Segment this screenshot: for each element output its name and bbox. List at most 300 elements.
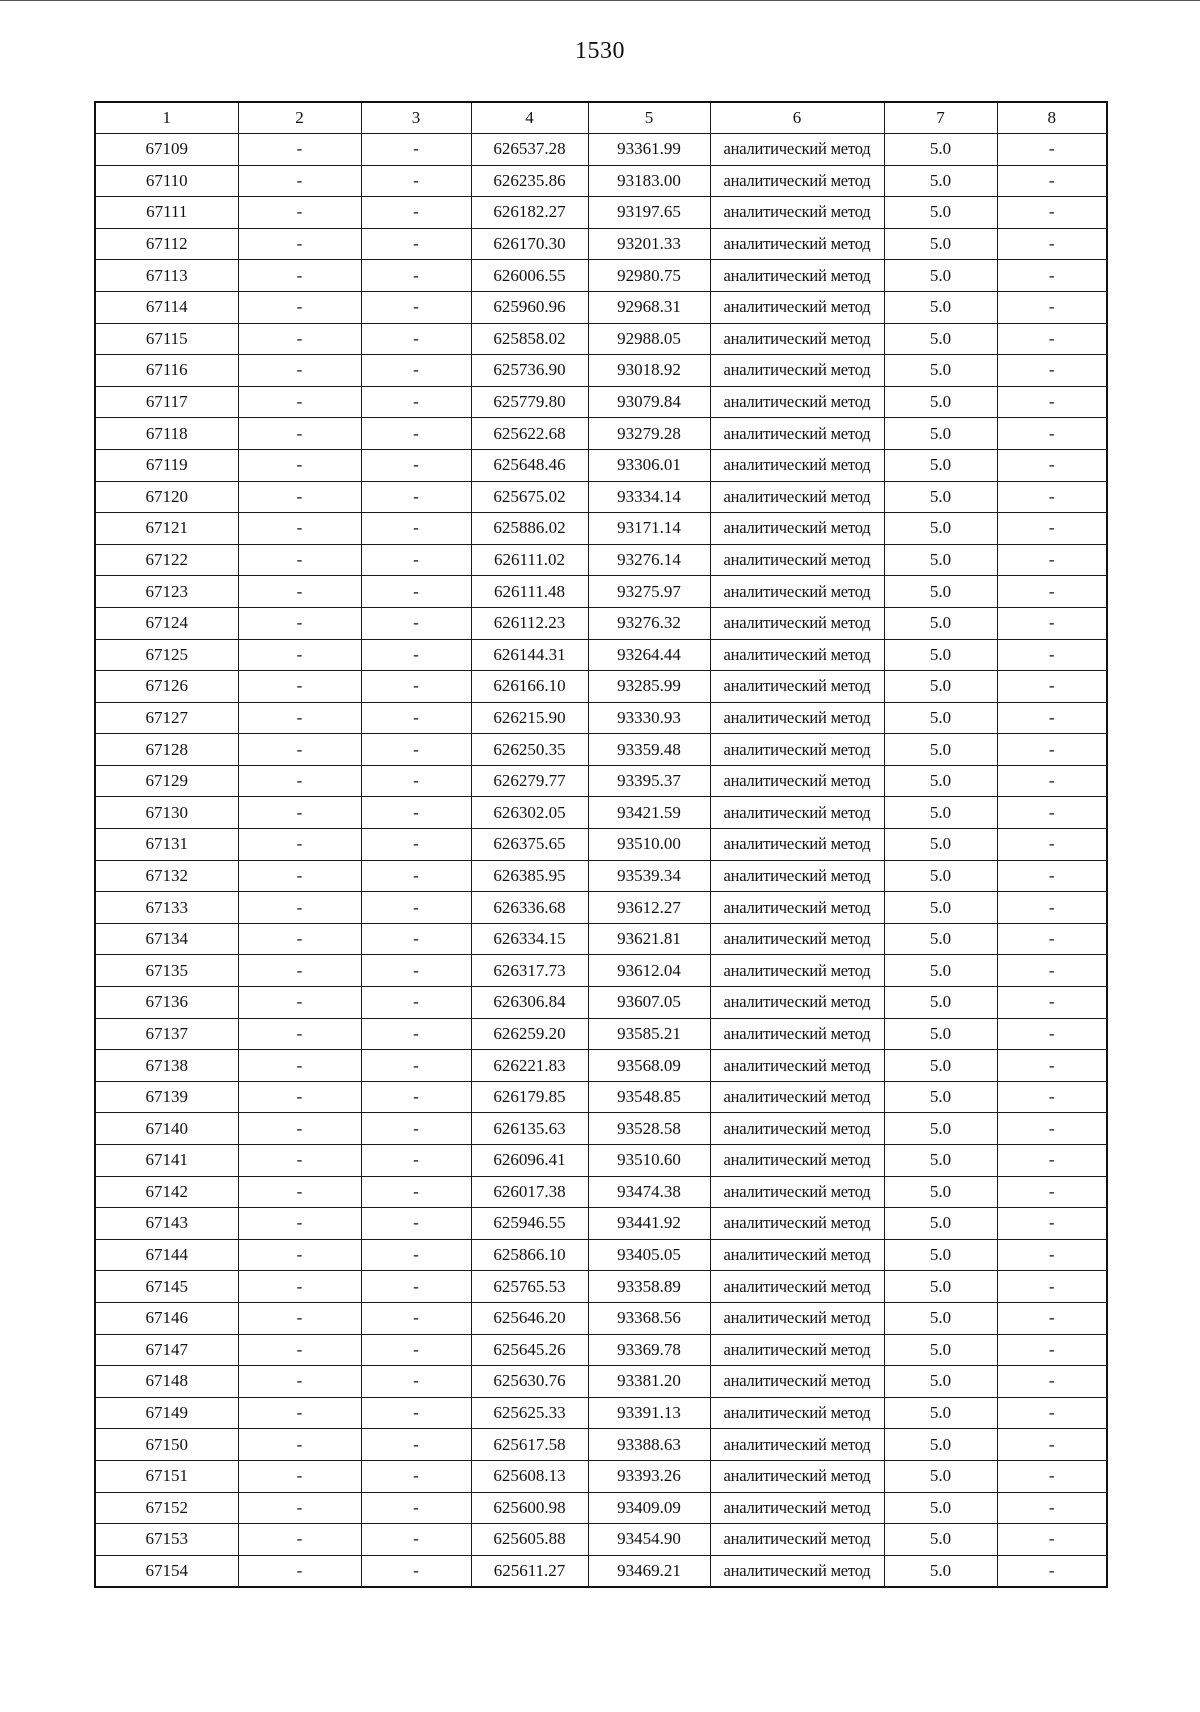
method-cell: аналитический метод xyxy=(710,860,884,892)
coordinate-x-cell: 626182.27 xyxy=(471,197,588,229)
accuracy-cell: 5.0 xyxy=(884,671,997,703)
cell-col2: - xyxy=(238,1366,361,1398)
method-cell: аналитический метод xyxy=(710,765,884,797)
accuracy-cell: 5.0 xyxy=(884,1081,997,1113)
cell-col2: - xyxy=(238,671,361,703)
point-number-cell: 67115 xyxy=(95,323,238,355)
cell-col8: - xyxy=(997,1208,1107,1240)
point-number-cell: 67152 xyxy=(95,1492,238,1524)
page-number: 1530 xyxy=(575,38,625,64)
coordinate-y-cell: 93528.58 xyxy=(588,1113,710,1145)
table-row xyxy=(95,386,1107,418)
table-row xyxy=(95,765,1107,797)
cell-col2: - xyxy=(238,291,361,323)
coordinate-y-cell: 93568.09 xyxy=(588,1050,710,1082)
accuracy-cell: 5.0 xyxy=(884,418,997,450)
accuracy-cell: 5.0 xyxy=(884,260,997,292)
accuracy-cell: 5.0 xyxy=(884,323,997,355)
cell-col3: - xyxy=(361,544,471,576)
cell-col3: - xyxy=(361,481,471,513)
method-cell: аналитический метод xyxy=(710,1239,884,1271)
point-number-cell: 67140 xyxy=(95,1113,238,1145)
cell-col2: - xyxy=(238,449,361,481)
accuracy-cell: 5.0 xyxy=(884,892,997,924)
cell-col3: - xyxy=(361,923,471,955)
method-cell: аналитический метод xyxy=(710,1018,884,1050)
cell-col3: - xyxy=(361,829,471,861)
method-cell: аналитический метод xyxy=(710,639,884,671)
table-row xyxy=(95,1429,1107,1461)
method-cell: аналитический метод xyxy=(710,671,884,703)
table-row xyxy=(95,1145,1107,1177)
table-row xyxy=(95,260,1107,292)
cell-col8: - xyxy=(997,481,1107,513)
cell-col2: - xyxy=(238,1460,361,1492)
cell-col8: - xyxy=(997,1018,1107,1050)
coordinate-x-cell: 625600.98 xyxy=(471,1492,588,1524)
cell-col8: - xyxy=(997,165,1107,197)
cell-col2: - xyxy=(238,1555,361,1587)
table-row xyxy=(95,323,1107,355)
accuracy-cell: 5.0 xyxy=(884,923,997,955)
cell-col8: - xyxy=(997,734,1107,766)
coordinate-x-cell: 625858.02 xyxy=(471,323,588,355)
table-row xyxy=(95,923,1107,955)
method-cell: аналитический метод xyxy=(710,449,884,481)
cell-col8: - xyxy=(997,1081,1107,1113)
cell-col3: - xyxy=(361,1460,471,1492)
method-cell: аналитический метод xyxy=(710,228,884,260)
table-row xyxy=(95,418,1107,450)
coordinate-x-cell: 625866.10 xyxy=(471,1239,588,1271)
coordinate-x-cell: 626017.38 xyxy=(471,1176,588,1208)
table-row xyxy=(95,1176,1107,1208)
cell-col3: - xyxy=(361,1302,471,1334)
column-header: 2 xyxy=(238,102,361,134)
coordinate-x-cell: 625946.55 xyxy=(471,1208,588,1240)
cell-col8: - xyxy=(997,355,1107,387)
cell-col2: - xyxy=(238,418,361,450)
cell-col3: - xyxy=(361,1050,471,1082)
method-cell: аналитический метод xyxy=(710,481,884,513)
cell-col8: - xyxy=(997,892,1107,924)
cell-col3: - xyxy=(361,323,471,355)
point-number-cell: 67117 xyxy=(95,386,238,418)
method-cell: аналитический метод xyxy=(710,797,884,829)
cell-col3: - xyxy=(361,355,471,387)
accuracy-cell: 5.0 xyxy=(884,1429,997,1461)
point-number-cell: 67118 xyxy=(95,418,238,450)
cell-col2: - xyxy=(238,355,361,387)
table-row xyxy=(95,1524,1107,1556)
cell-col2: - xyxy=(238,481,361,513)
cell-col8: - xyxy=(997,702,1107,734)
coordinate-y-cell: 93474.38 xyxy=(588,1176,710,1208)
coordinate-y-cell: 93388.63 xyxy=(588,1429,710,1461)
cell-col8: - xyxy=(997,513,1107,545)
coordinate-y-cell: 93369.78 xyxy=(588,1334,710,1366)
point-number-cell: 67130 xyxy=(95,797,238,829)
table-row xyxy=(95,734,1107,766)
cell-col8: - xyxy=(997,323,1107,355)
point-number-cell: 67153 xyxy=(95,1524,238,1556)
coordinate-y-cell: 93469.21 xyxy=(588,1555,710,1587)
cell-col8: - xyxy=(997,1492,1107,1524)
point-number-cell: 67127 xyxy=(95,702,238,734)
accuracy-cell: 5.0 xyxy=(884,829,997,861)
accuracy-cell: 5.0 xyxy=(884,1555,997,1587)
coordinate-y-cell: 93612.04 xyxy=(588,955,710,987)
cell-col2: - xyxy=(238,923,361,955)
method-cell: аналитический метод xyxy=(710,1429,884,1461)
coordinate-x-cell: 625645.26 xyxy=(471,1334,588,1366)
table-row xyxy=(95,639,1107,671)
coordinate-x-cell: 626235.86 xyxy=(471,165,588,197)
cell-col2: - xyxy=(238,607,361,639)
table-row xyxy=(95,1492,1107,1524)
cell-col8: - xyxy=(997,639,1107,671)
top-border-line xyxy=(0,0,1200,1)
method-cell: аналитический метод xyxy=(710,955,884,987)
point-number-cell: 67129 xyxy=(95,765,238,797)
table-row xyxy=(95,1018,1107,1050)
cell-col3: - xyxy=(361,797,471,829)
cell-col8: - xyxy=(997,1271,1107,1303)
table-row xyxy=(95,291,1107,323)
column-header: 7 xyxy=(884,102,997,134)
coordinate-y-cell: 93548.85 xyxy=(588,1081,710,1113)
cell-col8: - xyxy=(997,1239,1107,1271)
cell-col8: - xyxy=(997,860,1107,892)
accuracy-cell: 5.0 xyxy=(884,1366,997,1398)
table-row xyxy=(95,1050,1107,1082)
cell-col8: - xyxy=(997,797,1107,829)
coordinate-x-cell: 625608.13 xyxy=(471,1460,588,1492)
coordinate-y-cell: 92988.05 xyxy=(588,323,710,355)
point-number-cell: 67123 xyxy=(95,576,238,608)
coordinate-y-cell: 93018.92 xyxy=(588,355,710,387)
coordinate-x-cell: 626166.10 xyxy=(471,671,588,703)
point-number-cell: 67150 xyxy=(95,1429,238,1461)
coordinate-x-cell: 625765.53 xyxy=(471,1271,588,1303)
point-number-cell: 67133 xyxy=(95,892,238,924)
method-cell: аналитический метод xyxy=(710,892,884,924)
method-cell: аналитический метод xyxy=(710,386,884,418)
table-row xyxy=(95,1113,1107,1145)
method-cell: аналитический метод xyxy=(710,513,884,545)
table-row xyxy=(95,1081,1107,1113)
cell-col3: - xyxy=(361,197,471,229)
table-row xyxy=(95,987,1107,1019)
coordinate-x-cell: 626279.77 xyxy=(471,765,588,797)
coordinate-x-cell: 625605.88 xyxy=(471,1524,588,1556)
table-row xyxy=(95,1397,1107,1429)
method-cell: аналитический метод xyxy=(710,291,884,323)
coordinate-y-cell: 93441.92 xyxy=(588,1208,710,1240)
cell-col8: - xyxy=(997,1113,1107,1145)
coordinate-y-cell: 93368.56 xyxy=(588,1302,710,1334)
cell-col8: - xyxy=(997,228,1107,260)
cell-col3: - xyxy=(361,734,471,766)
cell-col2: - xyxy=(238,1081,361,1113)
cell-col8: - xyxy=(997,449,1107,481)
method-cell: аналитический метод xyxy=(710,1524,884,1556)
point-number-cell: 67128 xyxy=(95,734,238,766)
method-cell: аналитический метод xyxy=(710,1555,884,1587)
point-number-cell: 67149 xyxy=(95,1397,238,1429)
point-number-cell: 67120 xyxy=(95,481,238,513)
coordinate-x-cell: 626336.68 xyxy=(471,892,588,924)
accuracy-cell: 5.0 xyxy=(884,1334,997,1366)
coordinate-x-cell: 625617.58 xyxy=(471,1429,588,1461)
coordinate-y-cell: 93276.14 xyxy=(588,544,710,576)
cell-col3: - xyxy=(361,607,471,639)
cell-col8: - xyxy=(997,418,1107,450)
cell-col2: - xyxy=(238,323,361,355)
table-row xyxy=(95,481,1107,513)
accuracy-cell: 5.0 xyxy=(884,955,997,987)
cell-col8: - xyxy=(997,197,1107,229)
table-row xyxy=(95,165,1107,197)
coordinate-x-cell: 626135.63 xyxy=(471,1113,588,1145)
method-cell: аналитический метод xyxy=(710,1492,884,1524)
cell-col2: - xyxy=(238,1271,361,1303)
point-number-cell: 67144 xyxy=(95,1239,238,1271)
table-row xyxy=(95,1271,1107,1303)
coordinate-x-cell: 626375.65 xyxy=(471,829,588,861)
coordinate-y-cell: 93359.48 xyxy=(588,734,710,766)
coordinate-y-cell: 93510.00 xyxy=(588,829,710,861)
coordinate-x-cell: 625630.76 xyxy=(471,1366,588,1398)
table-row xyxy=(95,671,1107,703)
coordinate-x-cell: 626306.84 xyxy=(471,987,588,1019)
accuracy-cell: 5.0 xyxy=(884,576,997,608)
accuracy-cell: 5.0 xyxy=(884,228,997,260)
cell-col2: - xyxy=(238,1113,361,1145)
point-number-cell: 67119 xyxy=(95,449,238,481)
cell-col3: - xyxy=(361,1366,471,1398)
cell-col3: - xyxy=(361,1145,471,1177)
coordinate-y-cell: 93264.44 xyxy=(588,639,710,671)
table-row xyxy=(95,1302,1107,1334)
cell-col2: - xyxy=(238,1334,361,1366)
coordinate-y-cell: 92980.75 xyxy=(588,260,710,292)
cell-col3: - xyxy=(361,987,471,1019)
cell-col3: - xyxy=(361,1397,471,1429)
cell-col3: - xyxy=(361,1524,471,1556)
table-row xyxy=(95,1239,1107,1271)
accuracy-cell: 5.0 xyxy=(884,1176,997,1208)
cell-col8: - xyxy=(997,1555,1107,1587)
cell-col8: - xyxy=(997,260,1107,292)
coordinate-x-cell: 626111.48 xyxy=(471,576,588,608)
table-row xyxy=(95,1555,1107,1587)
coordinate-x-cell: 626215.90 xyxy=(471,702,588,734)
accuracy-cell: 5.0 xyxy=(884,197,997,229)
cell-col8: - xyxy=(997,1397,1107,1429)
cell-col3: - xyxy=(361,1555,471,1587)
accuracy-cell: 5.0 xyxy=(884,702,997,734)
cell-col8: - xyxy=(997,955,1107,987)
accuracy-cell: 5.0 xyxy=(884,607,997,639)
coordinate-x-cell: 626170.30 xyxy=(471,228,588,260)
coordinate-y-cell: 93285.99 xyxy=(588,671,710,703)
point-number-cell: 67138 xyxy=(95,1050,238,1082)
accuracy-cell: 5.0 xyxy=(884,165,997,197)
coordinate-y-cell: 93197.65 xyxy=(588,197,710,229)
coordinate-x-cell: 626302.05 xyxy=(471,797,588,829)
cell-col2: - xyxy=(238,639,361,671)
method-cell: аналитический метод xyxy=(710,1334,884,1366)
coordinate-y-cell: 93201.33 xyxy=(588,228,710,260)
cell-col2: - xyxy=(238,197,361,229)
cell-col3: - xyxy=(361,260,471,292)
cell-col3: - xyxy=(361,1081,471,1113)
cell-col2: - xyxy=(238,1176,361,1208)
column-header: 8 xyxy=(997,102,1107,134)
method-cell: аналитический метод xyxy=(710,1302,884,1334)
method-cell: аналитический метод xyxy=(710,702,884,734)
cell-col8: - xyxy=(997,1429,1107,1461)
cell-col2: - xyxy=(238,1397,361,1429)
coordinate-x-cell: 626112.23 xyxy=(471,607,588,639)
point-number-cell: 67109 xyxy=(95,134,238,166)
coordinate-x-cell: 626334.15 xyxy=(471,923,588,955)
accuracy-cell: 5.0 xyxy=(884,1145,997,1177)
coordinate-x-cell: 626221.83 xyxy=(471,1050,588,1082)
cell-col2: - xyxy=(238,1239,361,1271)
cell-col2: - xyxy=(238,860,361,892)
cell-col2: - xyxy=(238,765,361,797)
cell-col8: - xyxy=(997,1524,1107,1556)
accuracy-cell: 5.0 xyxy=(884,1239,997,1271)
point-number-cell: 67143 xyxy=(95,1208,238,1240)
point-number-cell: 67148 xyxy=(95,1366,238,1398)
cell-col8: - xyxy=(997,1460,1107,1492)
method-cell: аналитический метод xyxy=(710,1050,884,1082)
point-number-cell: 67141 xyxy=(95,1145,238,1177)
coordinate-y-cell: 93454.90 xyxy=(588,1524,710,1556)
table-row xyxy=(95,607,1107,639)
cell-col3: - xyxy=(361,1208,471,1240)
accuracy-cell: 5.0 xyxy=(884,1302,997,1334)
point-number-cell: 67136 xyxy=(95,987,238,1019)
coordinate-y-cell: 93612.27 xyxy=(588,892,710,924)
accuracy-cell: 5.0 xyxy=(884,1050,997,1082)
method-cell: аналитический метод xyxy=(710,1113,884,1145)
coordinate-y-cell: 93275.97 xyxy=(588,576,710,608)
cell-col2: - xyxy=(238,1018,361,1050)
header-row xyxy=(95,102,1107,134)
cell-col3: - xyxy=(361,1113,471,1145)
method-cell: аналитический метод xyxy=(710,165,884,197)
cell-col2: - xyxy=(238,1145,361,1177)
coordinate-x-cell: 625646.20 xyxy=(471,1302,588,1334)
cell-col2: - xyxy=(238,1208,361,1240)
method-cell: аналитический метод xyxy=(710,1460,884,1492)
method-cell: аналитический метод xyxy=(710,987,884,1019)
cell-col3: - xyxy=(361,576,471,608)
cell-col2: - xyxy=(238,544,361,576)
column-header: 6 xyxy=(710,102,884,134)
point-number-cell: 67154 xyxy=(95,1555,238,1587)
method-cell: аналитический метод xyxy=(710,734,884,766)
point-number-cell: 67137 xyxy=(95,1018,238,1050)
point-number-cell: 67132 xyxy=(95,860,238,892)
column-header: 3 xyxy=(361,102,471,134)
coordinate-y-cell: 93183.00 xyxy=(588,165,710,197)
cell-col2: - xyxy=(238,892,361,924)
accuracy-cell: 5.0 xyxy=(884,386,997,418)
method-cell: аналитический метод xyxy=(710,1081,884,1113)
cell-col3: - xyxy=(361,671,471,703)
column-header: 5 xyxy=(588,102,710,134)
table-row xyxy=(95,1460,1107,1492)
method-cell: аналитический метод xyxy=(710,923,884,955)
accuracy-cell: 5.0 xyxy=(884,860,997,892)
cell-col2: - xyxy=(238,228,361,260)
coordinate-x-cell: 625779.80 xyxy=(471,386,588,418)
coordinate-x-cell: 625886.02 xyxy=(471,513,588,545)
table-row xyxy=(95,449,1107,481)
method-cell: аналитический метод xyxy=(710,323,884,355)
coordinate-y-cell: 93276.32 xyxy=(588,607,710,639)
cell-col2: - xyxy=(238,1302,361,1334)
cell-col2: - xyxy=(238,1524,361,1556)
table-row xyxy=(95,355,1107,387)
method-cell: аналитический метод xyxy=(710,1145,884,1177)
cell-col3: - xyxy=(361,1334,471,1366)
cell-col8: - xyxy=(997,1302,1107,1334)
coordinates-table xyxy=(94,101,1108,1588)
coordinate-x-cell: 626259.20 xyxy=(471,1018,588,1050)
table-row xyxy=(95,955,1107,987)
cell-col2: - xyxy=(238,1429,361,1461)
point-number-cell: 67113 xyxy=(95,260,238,292)
coordinate-x-cell: 626385.95 xyxy=(471,860,588,892)
accuracy-cell: 5.0 xyxy=(884,1524,997,1556)
method-cell: аналитический метод xyxy=(710,134,884,166)
cell-col8: - xyxy=(997,544,1107,576)
coordinate-y-cell: 93381.20 xyxy=(588,1366,710,1398)
point-number-cell: 67126 xyxy=(95,671,238,703)
accuracy-cell: 5.0 xyxy=(884,1397,997,1429)
table-row xyxy=(95,1366,1107,1398)
cell-col2: - xyxy=(238,955,361,987)
cell-col2: - xyxy=(238,1492,361,1524)
point-number-cell: 67125 xyxy=(95,639,238,671)
point-number-cell: 67112 xyxy=(95,228,238,260)
point-number-cell: 67147 xyxy=(95,1334,238,1366)
column-header: 1 xyxy=(95,102,238,134)
method-cell: аналитический метод xyxy=(710,355,884,387)
accuracy-cell: 5.0 xyxy=(884,544,997,576)
method-cell: аналитический метод xyxy=(710,576,884,608)
point-number-cell: 67131 xyxy=(95,829,238,861)
accuracy-cell: 5.0 xyxy=(884,1208,997,1240)
method-cell: аналитический метод xyxy=(710,1271,884,1303)
accuracy-cell: 5.0 xyxy=(884,449,997,481)
table-row xyxy=(95,134,1107,166)
point-number-cell: 67110 xyxy=(95,165,238,197)
method-cell: аналитический метод xyxy=(710,829,884,861)
accuracy-cell: 5.0 xyxy=(884,1460,997,1492)
coordinate-x-cell: 626537.28 xyxy=(471,134,588,166)
coordinate-x-cell: 626179.85 xyxy=(471,1081,588,1113)
cell-col8: - xyxy=(997,987,1107,1019)
accuracy-cell: 5.0 xyxy=(884,1018,997,1050)
method-cell: аналитический метод xyxy=(710,1397,884,1429)
